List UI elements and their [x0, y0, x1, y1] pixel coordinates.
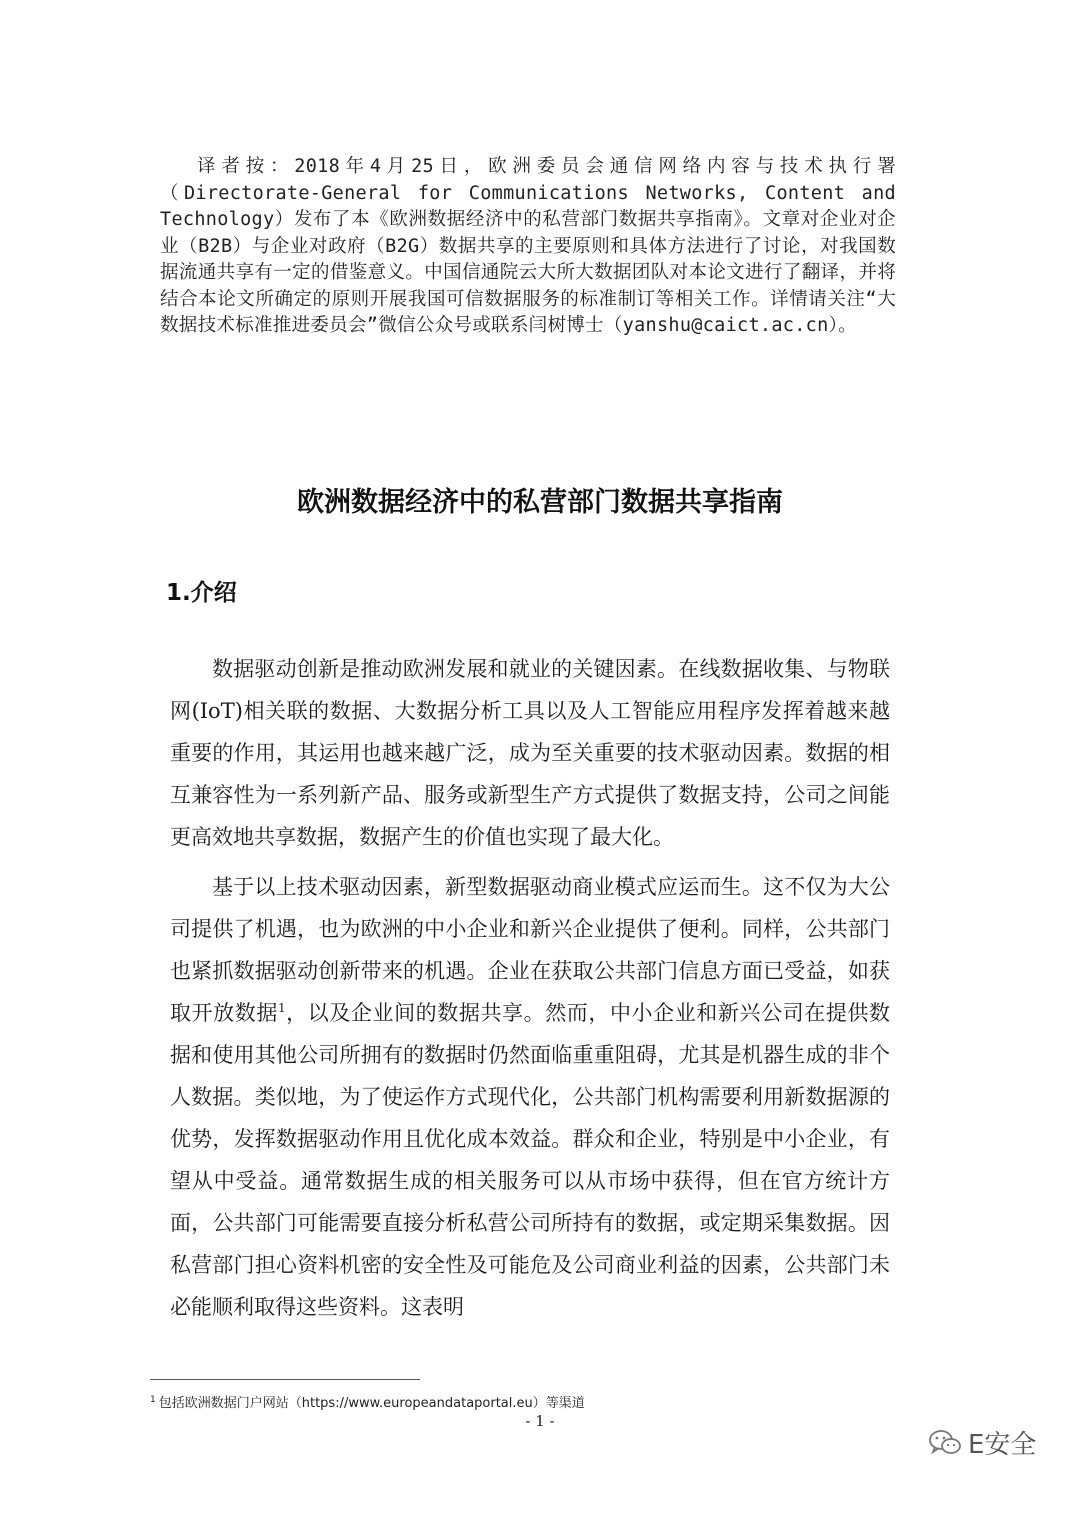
section-heading: 1.介绍	[166, 580, 237, 606]
paragraph-2-text-b: ，以及企业间的数据共享。然而，中小企业和新兴公司在提供数据和使用其他公司所拥有的数据时仍然面临重重阻碍，尤其是机器生成的非个人数据。类似地，为了使运作方式现代化，公共部门机构需要利用新数据源的优势，发挥数据驱动作用且优化成本效益。群众和企业，特别是中小企业，有望从中受益。通常数据生成的相关服务可以从市场中获得，但在官方统计方面，公共部门可能需要直接分析私营公司所持有的数据，或定期采集数据。因私营部门担心资料机密的安全性及可能危及公司商业利益的因素，公共部门未必能顺利取得这些资料。这表明	[170, 1001, 891, 1319]
translator-note: 译者按：2018年4月25日，欧洲委员会通信网络内容与技术执行署（Directorate-General for Communications Networks, Content and Technology）发布了本《欧洲数据经济中的私营部门数据共享指南》。文章对企业对企业（B2B）与企业对政府（B2G）数据共享的主要原则和具体方法进行了讨论，对我国数据流通共享有一定的借鉴意义。中国信通院云大所大数据团队对本论文进行了翻译，并将结合本论文所确定的原则开展我国可信数据服务的标准制订等相关工作。详情请关注“大数据技术标准推进委员会”微信公众号或联系闫树博士（yanshu@caict.ac.cn）。	[160, 156, 896, 336]
footnote	[150, 1392, 585, 1411]
footnote-reference[interactable]: 1	[277, 1001, 286, 1015]
footnote-mark: 1	[150, 1394, 156, 1405]
body-paragraph-1: 数据驱动创新是推动欧洲发展和就业的关键因素。在线数据收集、与物联网(IoT)相关联的数据、大数据分析工具以及人工智能应用程序发挥着越来越重要的作用，其运用也越来越广泛，成为至关重要的技术驱动因素。数据的相互兼容性为一系列新产品、服务或新型生产方式提供了数据支持，公司之间能更高效地共享数据，数据产生的价值也实现了最大化。	[170, 657, 890, 849]
body-paragraph-2	[170, 866, 890, 1328]
wechat-icon	[928, 1429, 962, 1457]
document-title: 欧洲数据经济中的私营部门数据共享指南	[297, 487, 783, 518]
watermark	[928, 1424, 1036, 1461]
footnote-text: 包括欧洲数据门户网站（https://www.europeandataportal.eu）等渠道	[158, 1396, 585, 1411]
footnote-divider	[150, 1379, 420, 1380]
watermark-text: E安全	[968, 1430, 1037, 1460]
paragraph-2-text-a: 基于以上技术驱动因素，新型数据驱动商业模式应运而生。这不仅为大公司提供了机遇，也为欧洲的中小企业和新兴企业提供了便利。同样，公共部门也紧抓数据驱动创新带来的机遇。企业在获取公共部门信息方面已受益，如获取开放数据	[170, 875, 890, 1025]
page-number: - 1 -	[525, 1412, 555, 1430]
